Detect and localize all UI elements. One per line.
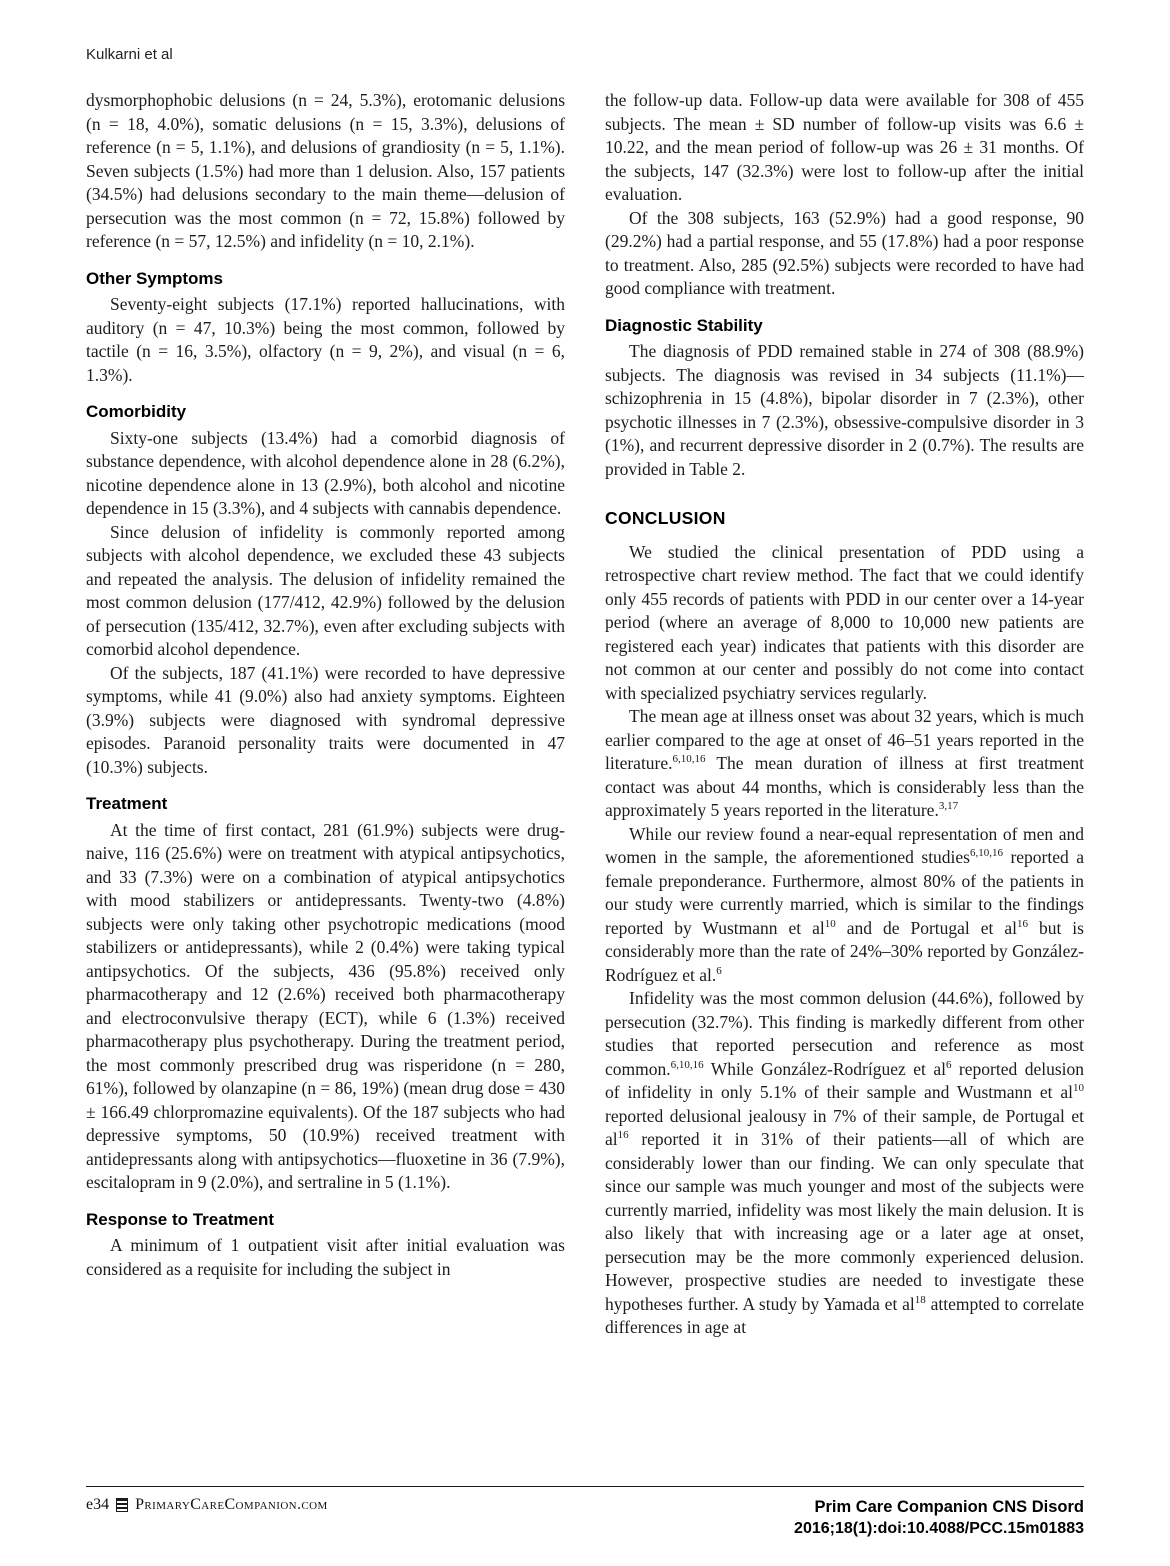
paragraph: At the time of first contact, 281 (61.9%) subjects were drug-naive, 116 (25.6%) were on treatment with atypical antipsychotics, and 33 (7.3%) were on a combination of atypical antipsychotics with mood stabilizers or antidepressants. Twenty-two (4.8%) subjects were only taking other psychotropic medications (mood stabilizers or antidepressants), while 2 (0.4%) were taking typical antipsychotics. Of the subjects, 436 (95.8%) received only pharmacotherapy and 12 (2.6%) received both pharmacotherapy and electroconvulsive therapy (ECT), while 6 (1.3%) received pharmacotherapy plus psychotherapy. During the treatment period, the most commonly prescribed drug was risperidone (n = 280, 61%), followed by olanzapine (n = 86, 19%) (mean drug dose = 430 ± 166.49 chlorpromazine equivalents). Of the 187 subjects who had depressive symptoms, 50 (10.9%) received treatment with antidepressants along with antipsychotics—fluoxetine in 36 (7.9%), escitalopram in 9 (2.0%), and sertraline in 5 (1.1%). (86, 819, 565, 1192)
paragraph: A minimum of 1 outpatient visit after initial evaluation was considered as a requisite for including the subject in (86, 1235, 565, 1279)
page-footer (86, 1486, 1084, 1540)
paragraph: dysmorphophobic delusions (n = 24, 5.3%), erotomanic delusions (n = 18, 4.0%), somatic delusions (n = 15, 3.3%), delusions of reference (n = 5, 1.1%), and delusions of grandiosity (n = 5, 1.1%). Seven subjects (1.5%) had more than 1 delusion. Also, 157 patients (34.5%) had delusions secondary to the main theme—delusion of persecution was the most common (n = 72, 15.8%) followed by reference (n = 57, 12.5%) and infidelity (n = 10, 2.1%). (86, 90, 565, 251)
right-column (605, 89, 1084, 1340)
subsection-heading-treatment: Treatment (86, 794, 168, 813)
left-column (86, 89, 565, 1340)
paragraph: The mean age at illness onset was about 32 years, which is much earlier compared to the age at onset of 46–51 years reported in the literature.$^{6,10,16}$ The mean duration of illness at first treatment contact was about 44 months, which is considerably less than the approximately 5 years reported in the literature.$^{3,17}$ (605, 706, 1084, 820)
footer-left (86, 1496, 328, 1514)
paragraph: Since delusion of infidelity is commonly reported among subjects with alcohol dependence, we excluded these 43 subjects and repeated the analysis. The delusion of infidelity remained the most common delusion (177/412, 42.9%) followed by the delusion of persecution (135/412, 32.7%), even after excluding subjects with comorbid alcohol dependence. (86, 521, 565, 659)
journal-name: Prim Care Companion CNS Disord (814, 1498, 1084, 1516)
subsection-heading-other-symptoms: Other Symptoms (86, 268, 223, 288)
paragraph: the follow-up data. Follow-up data were available for 308 of 455 subjects. The mean ± SD number of follow-up visits was 6.6 ± 10.22, and the mean period of follow-up was 26 ± 31 months. Of the subjects, 147 (32.3%) were lost to follow-up after the initial evaluation. (605, 90, 1084, 204)
paragraph: We studied the clinical presentation of PDD using a retrospective chart review method. The fact that we could identify only 455 records of patients with PDD in our center over a 14-year period (where an average of 8,000 to 10,000 new patients are registered each year) indicates that patients with this disorder are not common at our center and possibly do not come into contact with specialized psychiatry services regularly. (605, 541, 1084, 703)
paragraph: While our review found a near-equal representation of men and women in the sample, the aforementioned studies$^{6,10,16}$ reported a female preponderance. Furthermore, almost 80% of the patients in our study were currently married, which is similar to the findings reported by Wustmann et $al^{10}$ and de Portugal et $al^{16}$ but is considerably more than the rate of 24%–30% reported by González-Rodríguez et al.$^6$ (605, 823, 1084, 985)
footer-right (794, 1496, 1084, 1540)
subsection-heading-diagnostic-stability: Diagnostic Stability (605, 315, 763, 335)
page-number: e34 (86, 1496, 110, 1513)
two-column-body (86, 89, 1084, 1340)
footer-rule (86, 1486, 1084, 1487)
subsection-heading-response-to-treatment: Response to Treatment (86, 1209, 274, 1229)
journal-website: PrimaryCareCompanion.com (135, 1496, 328, 1513)
paragraph: Of the subjects, 187 (41.1%) were recorded to have depressive symptoms, while 41 (9.0%) also had anxiety symptoms. Eighteen (3.9%) subjects were diagnosed with syndromal depressive episodes. Paranoid personality traits were documented in 47 (10.3%) subjects. (86, 662, 565, 777)
running-head: Kulkarni et al (86, 46, 173, 63)
citation-doi: 2016;18(1):doi:10.4088/PCC.15m01883 (794, 1520, 1084, 1537)
paragraph: Of the 308 subjects, 163 (52.9%) had a good response, 90 (29.2%) had a partial response, and 55 (17.8%) had a poor response to treatment. Also, 285 (92.5%) subjects were recorded to have had good compliance with treatment. (605, 207, 1084, 298)
publisher-logo-icon (116, 1498, 128, 1512)
subsection-heading-comorbidity: Comorbidity (86, 402, 187, 421)
paragraph: The diagnosis of PDD remained stable in 274 of 308 (88.9%) subjects. The diagnosis was revised in 34 subjects (11.1%)—schizophrenia in 15 (4.8%), bipolar disorder in 7 (2.3%), other psychotic illnesses in 7 (2.3%), obsessive-compulsive disorder in 3 (1%), and recurrent depressive disorder in 2 (0.7%). The results are provided in Table 2. (605, 341, 1084, 479)
section-heading-conclusion: CONCLUSION (605, 508, 726, 528)
paragraph: Sixty-one subjects (13.4%) had a comorbid diagnosis of substance dependence, with alcohol dependence alone in 28 (6.2%), nicotine dependence alone in 13 (2.9%), both alcohol and nicotine dependence in 15 (3.3%), and 4 subjects with cannabis dependence. (86, 427, 565, 518)
paragraph: Seventy-eight subjects (17.1%) reported hallucinations, with auditory (n = 47, 10.3%) being the most common, followed by tactile (n = 16, 3.5%), olfactory (n = 9, 2%), and visual (n = 6, 1.3%). (86, 294, 565, 385)
paragraph: Infidelity was the most common delusion (44.6%), followed by persecution (32.7%). This finding is markedly different from other studies that reported persecution and reference as most common.$^{6,10,16}$ While González-Rodríguez et $al^6$ reported delusion of infidelity in only 5.1% of their sample and Wustmann et $al^{10}$ reported delusional jealousy in 7% of their sample, de Portugal et $al^{16}$ reported it in 31% of their patients—all of which are considerably lower than our finding. We can only speculate that since our sample was much younger and most of the subjects were currently married, infidelity was most likely the main delusion. It is also likely that with increasing age or a later age at onset, persecution may be the more commonly experienced delusion. However, prospective studies are needed to investigate these hypotheses further. A study by Yamada et $al^{18}$ attempted to correlate differences in age at (605, 988, 1085, 1337)
